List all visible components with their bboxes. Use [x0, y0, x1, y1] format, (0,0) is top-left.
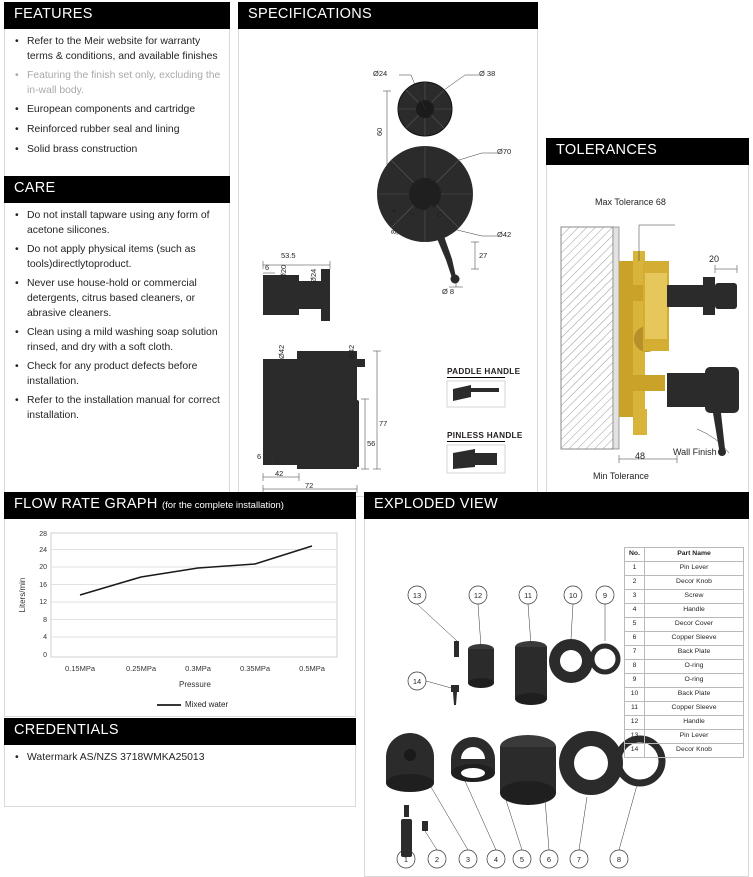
- dim-d8: Ø 8: [442, 286, 455, 296]
- svg-text:0.15MPa: 0.15MPa: [64, 663, 96, 673]
- specifications-body: [238, 29, 538, 497]
- list-item: [27, 103, 221, 118]
- list-item-text: Never use house-hold or commercial detergents, citrus based cleaners, or abrasive cleaners.: [27, 278, 197, 319]
- dim-d20: Ø20: [279, 264, 288, 279]
- svg-text:0.3MPa: 0.3MPa: [185, 663, 211, 673]
- part-name: Back Plate: [645, 645, 744, 659]
- svg-text:0.35MPa: 0.35MPa: [239, 663, 271, 673]
- part-no: 14: [625, 743, 645, 757]
- svg-text:12: 12: [39, 598, 47, 606]
- part-no: 13: [625, 729, 645, 743]
- dim-27: 27: [479, 250, 488, 260]
- part-no: 9: [625, 673, 645, 687]
- svg-text:8: 8: [43, 616, 47, 624]
- flow-rate-title: [4, 492, 356, 519]
- svg-text:0: 0: [43, 651, 47, 659]
- dim-42: 42: [275, 468, 284, 478]
- dim-d42a: Ø42: [277, 344, 286, 359]
- dim-d24: Ø24: [373, 68, 388, 78]
- table-row: [625, 603, 744, 617]
- part-name: Back Plate: [645, 687, 744, 701]
- part-no: 2: [625, 575, 645, 589]
- table-row: [625, 701, 744, 715]
- list-item: [27, 143, 221, 158]
- svg-text:0.25MPa: 0.25MPa: [125, 663, 157, 673]
- dim-72: 72: [305, 480, 314, 490]
- table-row: [625, 659, 744, 673]
- list-item-text: Do not install tapware using any form of acetone silicones.: [27, 209, 210, 236]
- table-row: [625, 617, 744, 631]
- list-item-text: Refer to the installation manual for correct installation.: [27, 395, 220, 422]
- part-name: O-ring: [645, 673, 744, 687]
- svg-text:13: 13: [412, 590, 422, 600]
- table-row: [625, 715, 744, 729]
- part-name: O-ring: [645, 659, 744, 673]
- dim-60: 60: [375, 127, 384, 136]
- features-panel: [4, 2, 230, 177]
- svg-text:20: 20: [39, 563, 47, 571]
- list-item-text: Featuring the finish set only, excluding the in-wall body.: [27, 70, 221, 96]
- min-tolerance-label: Min Tolerance: [593, 470, 649, 481]
- part-name: Copper Sleeve: [645, 701, 744, 715]
- care-title: CARE: [4, 176, 230, 203]
- svg-text:14: 14: [412, 676, 422, 686]
- table-row: [625, 687, 744, 701]
- svg-text:12: 12: [473, 590, 483, 600]
- credentials-panel: [4, 718, 356, 807]
- list-item: [27, 35, 221, 64]
- svg-text:4: 4: [43, 633, 47, 641]
- dim-4: 4: [389, 208, 398, 213]
- part-no: 1: [625, 561, 645, 575]
- wall-finish-label: Wall Finish: [673, 446, 717, 457]
- list-item: [27, 360, 221, 389]
- list-item-text: Watermark AS/NZS 3718WMKA25013: [27, 751, 205, 763]
- list-item: [27, 751, 347, 766]
- list-item-text: Reinforced rubber seal and lining: [27, 123, 180, 135]
- part-no: 10: [625, 687, 645, 701]
- dim-d70: Ø70: [497, 146, 512, 156]
- dim-d42-top: Ø42: [497, 229, 512, 239]
- part-no: 12: [625, 715, 645, 729]
- features-title: FEATURES: [4, 2, 230, 29]
- part-no: 4: [625, 603, 645, 617]
- list-item: [27, 209, 221, 238]
- flow-rate-body: [4, 519, 356, 717]
- svg-text:24: 24: [39, 546, 47, 554]
- part-name: Pin Lever: [645, 729, 744, 743]
- list-item: [27, 69, 221, 98]
- svg-text:0.5MPa: 0.5MPa: [299, 663, 325, 673]
- list-item-text: Clean using a mild washing soap solution rinsed, and dry with a soft cloth.: [27, 327, 218, 353]
- table-row: [625, 729, 744, 743]
- flow-rate-panel: [4, 492, 356, 717]
- min-value-label: 48: [635, 450, 646, 461]
- part-name: Screw: [645, 589, 744, 603]
- exploded-view-body: [364, 519, 749, 877]
- svg-text:3: 3: [465, 854, 471, 864]
- list-item-text: Check for any product defects before installation.: [27, 361, 198, 387]
- list-item: [27, 326, 221, 355]
- dim-d24b: Ø24: [309, 268, 318, 283]
- tolerances-panel: [546, 138, 749, 497]
- part-name: Handle: [645, 715, 744, 729]
- paddle-handle-label: PADDLE HANDLE: [447, 366, 521, 376]
- depth-label: 20: [709, 253, 720, 264]
- svg-text:Liters/min: Liters/min: [18, 577, 27, 613]
- flow-rate-chart: [5, 519, 355, 717]
- pinless-handle-label: PINLESS HANDLE: [447, 430, 523, 440]
- flow-rate-title-text: FLOW RATE GRAPH: [14, 496, 158, 512]
- parts-table: [624, 547, 744, 758]
- care-list: [5, 203, 229, 437]
- list-item-text: European components and cartridge: [27, 104, 196, 116]
- exploded-view-panel: [364, 492, 749, 877]
- dim-8: 8: [389, 229, 398, 234]
- tolerances-drawing: [547, 165, 748, 497]
- max-tolerance-label: Max Tolerance 68: [595, 196, 666, 207]
- dim-6: 6: [265, 262, 270, 272]
- list-item: [27, 277, 221, 321]
- part-name: Decor Knob: [645, 743, 744, 757]
- part-no: 7: [625, 645, 645, 659]
- svg-text:10: 10: [568, 590, 578, 600]
- care-panel: [4, 176, 230, 503]
- cold-label: C: [437, 209, 443, 219]
- svg-text:8: 8: [616, 854, 622, 864]
- paddle-underline: [447, 377, 505, 378]
- care-body: [4, 203, 230, 503]
- table-row: [625, 631, 744, 645]
- flow-rate-subtitle: (for the complete installation): [161, 500, 284, 511]
- list-item-text: Do not apply physical items (such as tools)directlytoproduct.: [27, 244, 196, 270]
- table-row: [625, 575, 744, 589]
- svg-text:Pressure: Pressure: [178, 679, 212, 689]
- table-row: [625, 589, 744, 603]
- dim-d42b: Ø42: [347, 344, 356, 359]
- table-header-row: [625, 547, 744, 561]
- table-row: [625, 561, 744, 575]
- svg-text:2: 2: [434, 854, 440, 864]
- part-no: 5: [625, 617, 645, 631]
- part-no: 8: [625, 659, 645, 673]
- chart-legend-label: Mixed water: [185, 699, 229, 709]
- part-no: 11: [625, 701, 645, 715]
- part-name: Decor Cover: [645, 617, 744, 631]
- svg-text:7: 7: [576, 854, 582, 864]
- features-body: [4, 29, 230, 177]
- svg-text:9: 9: [602, 590, 608, 600]
- specifications-panel: [238, 2, 538, 497]
- credentials-title: CREDENTIALS: [4, 718, 356, 745]
- credentials-list: [5, 745, 355, 779]
- svg-text:16: 16: [39, 581, 47, 589]
- table-row: [625, 673, 744, 687]
- list-item: [27, 394, 221, 423]
- svg-text:5: 5: [519, 854, 525, 864]
- dim-6b: 6: [257, 451, 262, 461]
- tolerances-body: [546, 165, 749, 497]
- specifications-drawing: [239, 29, 537, 497]
- tolerances-title: TOLERANCES: [546, 138, 749, 165]
- svg-text:28: 28: [39, 530, 47, 538]
- svg-text:11: 11: [524, 590, 532, 600]
- table-row: [625, 743, 744, 757]
- list-item: [27, 123, 221, 138]
- svg-text:6: 6: [546, 854, 552, 864]
- dim-56: 56: [367, 438, 376, 448]
- table-row: [625, 645, 744, 659]
- part-name: Handle: [645, 603, 744, 617]
- pinless-underline: [447, 441, 505, 442]
- hot-label: H: [409, 209, 415, 219]
- part-name: Copper Sleeve: [645, 631, 744, 645]
- svg-text:1: 1: [403, 854, 409, 864]
- list-item-text: Refer to the Meir website for warranty terms & conditions, and available finishes: [27, 35, 218, 62]
- exploded-view-title: EXPLODED VIEW: [364, 492, 749, 519]
- list-item-text: Solid brass construction: [27, 143, 138, 155]
- part-name: Decor Knob: [645, 575, 744, 589]
- features-list: [5, 29, 229, 170]
- dim-53-5: 53.5: [281, 250, 296, 260]
- part-no: 6: [625, 631, 645, 645]
- credentials-body: [4, 745, 356, 807]
- dim-77: 77: [379, 418, 388, 428]
- dim-d38: Ø 38: [479, 68, 496, 78]
- list-item: [27, 243, 221, 272]
- svg-text:4: 4: [493, 854, 499, 864]
- header-no: No.: [625, 547, 645, 561]
- specifications-title: SPECIFICATIONS: [238, 2, 538, 29]
- header-part-name: Part Name: [645, 547, 744, 561]
- part-no: 3: [625, 589, 645, 603]
- part-name: Pin Lever: [645, 561, 744, 575]
